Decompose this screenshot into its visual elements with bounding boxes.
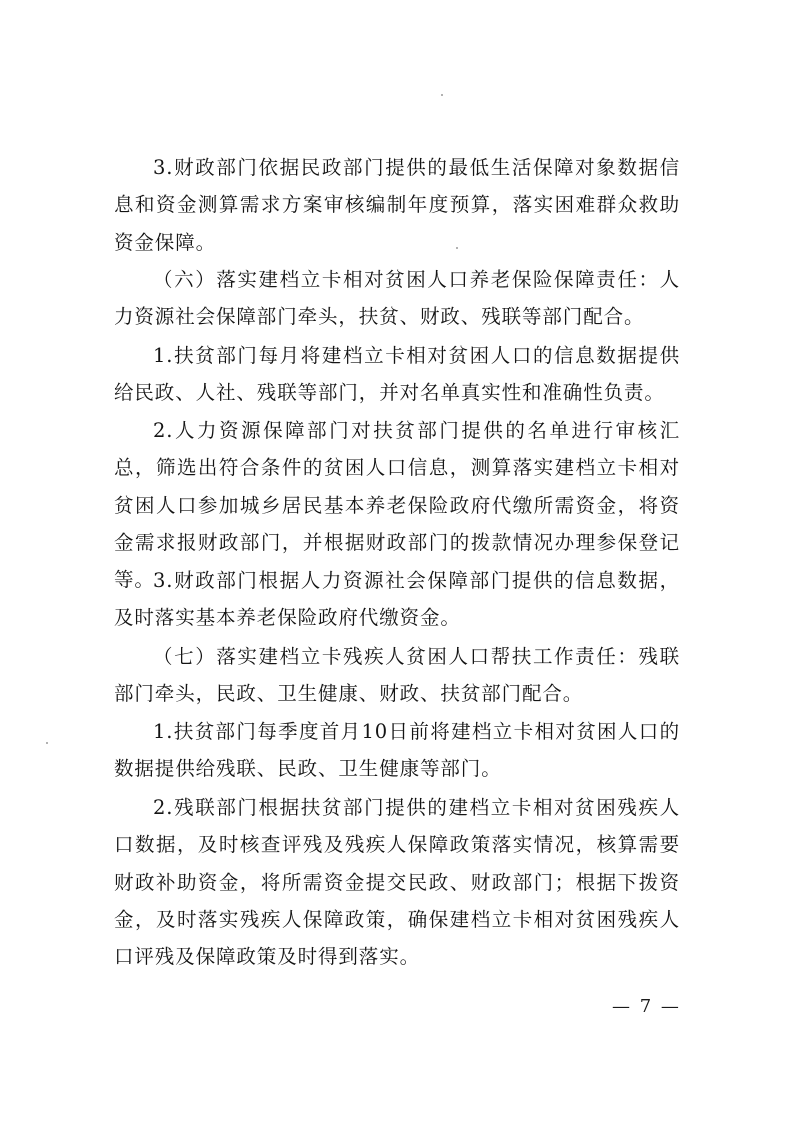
paragraph-finance-pension-funds: 3.财政部门根据人力资源社会保障部门提供的信息数据，及时落实基本养老保险政府代缴资金。 (114, 569, 680, 630)
scan-speck (441, 94, 443, 96)
scan-speck (46, 742, 48, 744)
paragraph-finance-min-living-security: 3.财政部门依据民政部门提供的最低生活保障对象数据信息和资金测算需求方案审核编制年度预算，落实困难群众救助资金保障。 (114, 156, 680, 254)
paragraph-poverty-dept-monthly-data: 1.扶贫部门每月将建档立卡相对贫困人口的信息数据提供给民政、人社、残联等部门，并对名单真实性和准确性负责。 (114, 344, 680, 405)
section-heading-7-disabled-assistance: （七）落实建档立卡残疾人贫困人口帮扶工作责任：残联部门牵头，民政、卫生健康、财政、扶贫部门配合。 (114, 645, 680, 706)
paragraph-hr-dept-review: 2.人力资源保障部门对扶贫部门提供的名单进行审核汇总，筛选出符合条件的贫困人口信息，测算落实建档立卡相对贫困人口参加城乡居民基本养老保险政府代缴所需资金，将资金需求报财政部门，并根据财政部门的拨款情况办理参保登记等。 (114, 419, 680, 592)
scan-speck (456, 247, 458, 249)
paragraph-disabled-federation-verification: 2.残联部门根据扶贫部门提供的建档立卡相对贫困残疾人口数据，及时核查评残及残疾人保障政策落实情况，核算需要财政补助资金，将所需资金提交民政、财政部门；根据下拨资金，及时落实残疾人保障政策，确保建档立卡相对贫困残疾人口评残及保障政策及时得到落实。 (114, 796, 680, 969)
section-heading-6-pension-insurance: （六）落实建档立卡相对贫困人口养老保险保障责任：人力资源社会保障部门牵头，扶贫、财政、残联等部门配合。 (114, 268, 680, 329)
page-number: — 7 — (612, 996, 681, 1017)
paragraph-poverty-dept-quarterly-data: 1.扶贫部门每季度首月10日前将建档立卡相对贫困人口的数据提供给残联、民政、卫生健康等部门。 (114, 720, 680, 781)
